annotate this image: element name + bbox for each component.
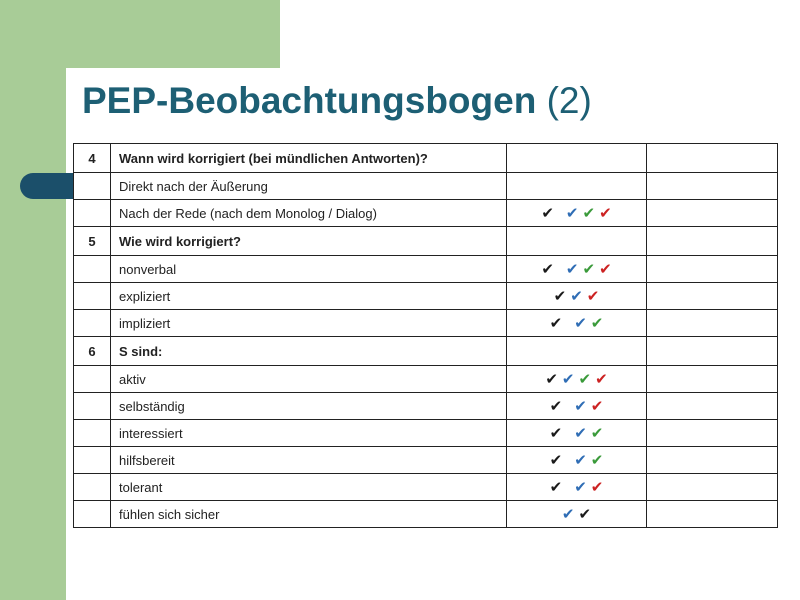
row-number: 4 — [74, 144, 111, 173]
checkmark-green-icon: ✔ — [582, 205, 596, 222]
empty-cell — [647, 501, 778, 528]
checkmark-cell — [507, 144, 647, 173]
row-number — [74, 501, 111, 528]
checkmark-black-icon: ✔ — [553, 288, 567, 305]
table-row — [74, 283, 778, 310]
checkmark-cell — [507, 420, 647, 447]
side-accent-bar — [0, 0, 66, 600]
checkmark-cell — [507, 393, 647, 420]
empty-cell — [647, 447, 778, 474]
row-label: fühlen sich sicher — [111, 501, 507, 528]
checkmark-blue-icon: ✔ — [574, 479, 587, 496]
title-main: PEP-Beobachtungsbogen — [82, 80, 537, 121]
section-question: S sind: — [111, 337, 507, 366]
empty-cell — [647, 227, 778, 256]
checkmark-black-icon: ✔ — [541, 261, 554, 278]
checkmark-cell — [507, 337, 647, 366]
checkmark-blue-icon: ✔ — [565, 205, 579, 222]
row-number — [74, 393, 111, 420]
checkmark-blue-icon: ✔ — [574, 398, 587, 415]
row-label: selbständig — [111, 393, 507, 420]
checkmark-blue-icon: ✔ — [574, 425, 587, 442]
row-number: 5 — [74, 227, 111, 256]
checkmark-black-icon: ✔ — [549, 452, 563, 469]
row-label: aktiv — [111, 366, 507, 393]
row-label: Direkt nach der Äußerung — [111, 173, 507, 200]
table-row — [74, 501, 778, 528]
checkmark-green-icon: ✔ — [590, 315, 604, 332]
title-suffix: (2) — [546, 80, 592, 121]
checkmark-black-icon: ✔ — [541, 205, 554, 222]
row-number — [74, 366, 111, 393]
empty-cell — [647, 173, 778, 200]
empty-cell — [647, 144, 778, 173]
checkmark-black-icon: ✔ — [545, 371, 558, 388]
table-row — [74, 474, 778, 501]
empty-cell — [647, 337, 778, 366]
checkmark-cell — [507, 173, 647, 200]
table-row — [74, 310, 778, 337]
empty-cell — [647, 366, 778, 393]
checkmark-cell — [507, 283, 647, 310]
table-row — [74, 420, 778, 447]
checkmark-blue-icon: ✔ — [574, 452, 587, 469]
table-row — [74, 366, 778, 393]
checkmark-black-icon: ✔ — [578, 506, 592, 523]
empty-cell — [647, 420, 778, 447]
row-number — [74, 200, 111, 227]
checkmark-green-icon: ✔ — [582, 261, 596, 278]
section-question: Wann wird korrigiert (bei mündlichen Antworten)? — [111, 144, 507, 173]
checkmark-green-icon: ✔ — [578, 371, 592, 388]
checkmark-blue-icon: ✔ — [570, 288, 583, 305]
checkmark-cell — [507, 200, 647, 227]
checkmark-black-icon: ✔ — [549, 315, 563, 332]
row-number — [74, 420, 111, 447]
empty-cell — [647, 393, 778, 420]
checkmark-cell — [507, 447, 647, 474]
empty-cell — [647, 256, 778, 283]
row-label: expliziert — [111, 283, 507, 310]
row-label: nonverbal — [111, 256, 507, 283]
row-number — [74, 447, 111, 474]
checkmark-green-icon: ✔ — [590, 452, 604, 469]
row-number — [74, 173, 111, 200]
empty-cell — [647, 283, 778, 310]
table-row — [74, 393, 778, 420]
top-accent-block — [0, 0, 280, 68]
table-row — [74, 200, 778, 227]
checkmark-red-icon: ✔ — [590, 479, 604, 496]
checkmark-blue-icon: ✔ — [561, 371, 575, 388]
checkmark-black-icon: ✔ — [549, 425, 563, 442]
row-label: Nach der Rede (nach dem Monolog / Dialog) — [111, 200, 507, 227]
row-number — [74, 283, 111, 310]
row-number — [74, 256, 111, 283]
checkmark-red-icon: ✔ — [586, 288, 600, 305]
section-header-row — [74, 337, 778, 366]
checkmark-red-icon: ✔ — [595, 371, 608, 388]
checkmark-blue-icon: ✔ — [561, 506, 575, 523]
checkmark-blue-icon: ✔ — [574, 315, 587, 332]
checkmark-red-icon: ✔ — [599, 261, 612, 278]
checkmark-cell — [507, 366, 647, 393]
empty-cell — [647, 310, 778, 337]
checkmark-cell — [507, 256, 647, 283]
page-title — [82, 80, 592, 122]
row-number — [74, 474, 111, 501]
checkmark-cell — [507, 310, 647, 337]
empty-cell — [647, 474, 778, 501]
row-label: tolerant — [111, 474, 507, 501]
table-row — [74, 173, 778, 200]
checkmark-black-icon: ✔ — [549, 479, 563, 496]
row-label: hilfsbereit — [111, 447, 507, 474]
checkmark-red-icon: ✔ — [599, 205, 612, 222]
observation-table-body — [74, 144, 778, 528]
section-question: Wie wird korrigiert? — [111, 227, 507, 256]
checkmark-cell — [507, 501, 647, 528]
section-header-row — [74, 227, 778, 256]
row-number — [74, 310, 111, 337]
empty-cell — [647, 200, 778, 227]
row-label: interessiert — [111, 420, 507, 447]
checkmark-green-icon: ✔ — [590, 425, 604, 442]
checkmark-black-icon: ✔ — [549, 398, 563, 415]
checkmark-red-icon: ✔ — [590, 398, 604, 415]
section-header-row — [74, 144, 778, 173]
row-label: impliziert — [111, 310, 507, 337]
table-row — [74, 256, 778, 283]
row-number: 6 — [74, 337, 111, 366]
checkmark-cell — [507, 474, 647, 501]
table-row — [74, 447, 778, 474]
checkmark-blue-icon: ✔ — [565, 261, 579, 278]
observation-table — [73, 143, 778, 528]
checkmark-cell — [507, 227, 647, 256]
